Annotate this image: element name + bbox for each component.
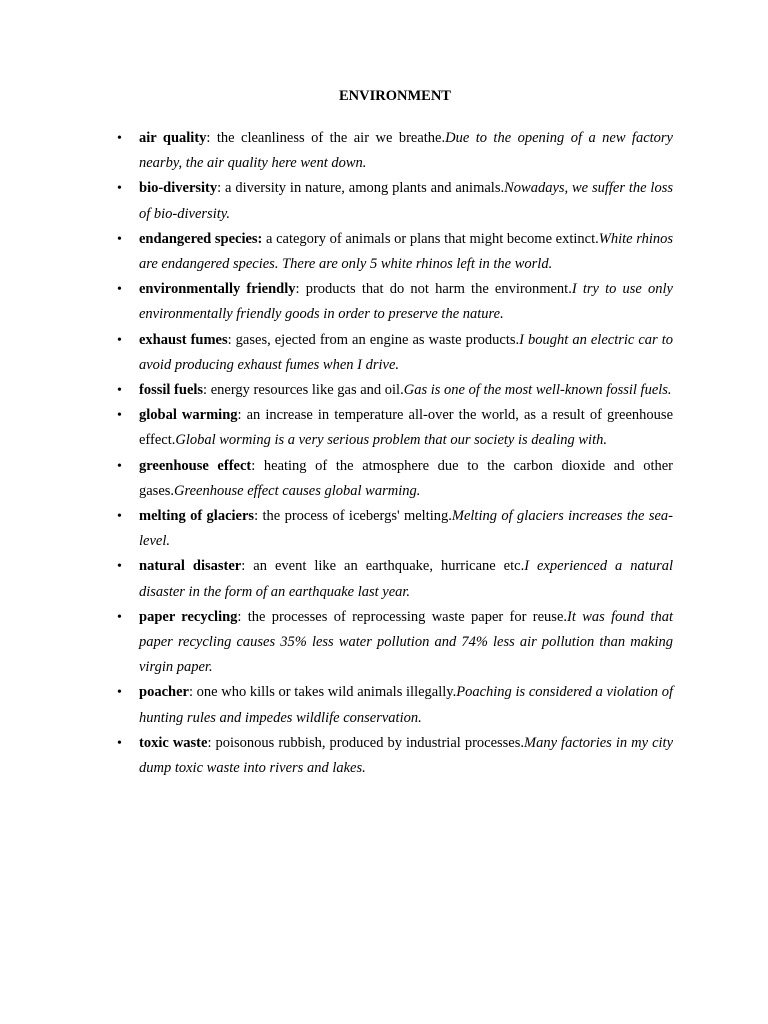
- example-sentence: Many factories in my city dump toxic waste into rivers and lakes.: [139, 734, 674, 777]
- term: natural disaster: [139, 558, 242, 575]
- definition: : a diversity in nature, among plants and animals.: [217, 180, 505, 197]
- definition: : products that do not harm the environment.: [295, 281, 572, 298]
- definition: : energy resources like gas and oil.: [203, 382, 404, 399]
- list-item: [139, 605, 673, 681]
- term: melting of glaciers: [139, 508, 255, 525]
- example-sentence: Poaching is considered a violation of hunting rules and impedes wildlife conservation.: [139, 684, 674, 726]
- term: air quality: [139, 130, 207, 146]
- definition: : one who kills or takes wild animals illegally.: [188, 684, 457, 701]
- term: greenhouse effect: [139, 457, 252, 474]
- list-item: [139, 277, 673, 327]
- term: bio-diversity: [139, 180, 218, 197]
- example-sentence: I try to use only environmentally friendly goods in order to preserve the nature.: [139, 281, 673, 323]
- example-sentence: I bought an electric car to avoid producing exhaust fumes when I drive.: [139, 331, 673, 373]
- example-sentence: Gas is one of the most well-known fossil fuels.: [403, 382, 672, 399]
- term-list: [139, 126, 673, 781]
- list-item: [139, 176, 673, 226]
- list-item: [139, 328, 673, 378]
- definition: : an event like an earthquake, hurricane etc.: [241, 558, 525, 575]
- definition: : the processes of reprocessing waste paper for reuse.: [237, 608, 568, 625]
- example-sentence: Due to the opening of a new factory nearby, the air quality here went down.: [139, 130, 673, 172]
- term: fossil fuels: [139, 382, 204, 399]
- list-item: [139, 731, 673, 781]
- example-sentence: Greenhouse effect causes global warming.: [174, 482, 421, 499]
- example-sentence: Nowadays, we suffer the loss of bio-diversity.: [139, 180, 673, 222]
- term: global warming: [139, 407, 238, 424]
- term: exhaust fumes: [139, 331, 228, 348]
- term: environmentally friendly: [139, 281, 296, 298]
- term: paper recycling: [139, 608, 238, 625]
- term: toxic waste: [139, 734, 208, 751]
- example-sentence: I experienced a natural disaster in the form of an earthquake last year.: [139, 558, 673, 600]
- definition: : gases, ejected from an engine as waste products.: [227, 331, 520, 348]
- example-sentence: White rhinos are endangered species. There are only 5 white rhinos left in the world.: [139, 230, 673, 273]
- definition: a category of animals or plans that might become extinct.: [262, 230, 599, 247]
- definition: : the process of icebergs' melting.: [254, 508, 452, 525]
- list-item: [139, 403, 673, 453]
- list-item: [139, 504, 673, 554]
- term: poacher: [139, 684, 189, 701]
- definition: : poisonous rubbish, produced by industrial processes.: [207, 734, 525, 751]
- list-item: [139, 454, 673, 504]
- list-item: [139, 680, 673, 730]
- term: endangered species:: [139, 230, 263, 247]
- example-sentence: It was found that paper recycling causes 35% less water pollution and 74% less air pollution than making virgin paper.: [139, 608, 673, 676]
- example-sentence: Global worming is a very serious problem that our society is dealing with.: [175, 432, 607, 449]
- list-item: [139, 126, 673, 176]
- definition: : the cleanliness of the air we breathe.: [206, 130, 446, 146]
- definition: : an increase in temperature all-over the world, as a result of greenhouse effect.: [139, 407, 674, 449]
- example-sentence: Melting of glaciers increases the sea-level.: [139, 508, 673, 550]
- list-item: [139, 227, 673, 277]
- document-title: ENVIRONMENT: [339, 88, 451, 104]
- list-item: [139, 378, 673, 403]
- definition: : heating of the atmosphere due to the carbon dioxide and other gases.: [139, 457, 673, 499]
- list-item: [139, 554, 673, 604]
